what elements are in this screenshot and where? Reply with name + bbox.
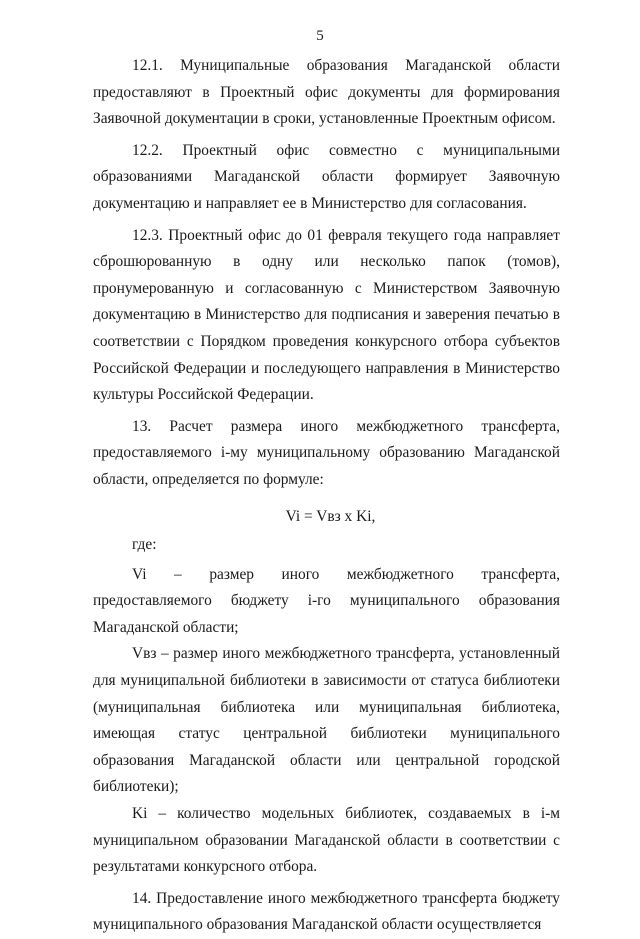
definition-ki: Ki – количество модельных библиотек, создаваемых в i-м муниципальном образовании Магаданской области в соответствии с результатами конкурсного отбора. [93, 805, 560, 876]
document-body [93, 53, 560, 939]
paragraph-13: 13. Расчет размера иного межбюджетного трансферта, предоставляемого i-му муниципальному образованию Магаданской области, определяется по формуле: [93, 417, 560, 488]
formula: Vi = Vвз х Ki, [285, 507, 376, 525]
paragraph-14: 14. Предоставление иного межбюджетного трансферта бюджету муниципального образования Магаданской области осуществляется [93, 889, 560, 934]
formula-where-label: где: [132, 536, 157, 554]
paragraph-12-2: 12.2. Проектный офис совместно с муниципальными образованиями Магаданской области формирует Заявочную документацию и направляет ее в Министерство для согласования. [93, 141, 560, 212]
page-number: 5 [316, 28, 324, 44]
paragraph-12-3: 12.3. Проектный офис до 01 февраля текущего года направляет сброшюрованную в одну или несколько папок (томов), пронумерованную и согласованную с Министерством Заявочную документацию в Министерство для подписания и заверения печатью в соответствии с Порядком проведения конкурсного отбора субъектов Российской Федерации и последующего направления в Министерство культуры Российской Федерации. [93, 226, 560, 404]
paragraph-12-1: 12.1. Муниципальные образования Магаданской области предоставляют в Проектный офис документы для формирования Заявочной документации в сроки, установленные Проектным офисом. [93, 57, 560, 128]
definition-vi: Vi – размер иного межбюджетного трансферта, предоставляемого бюджету i-го муниципального образования Магаданской области; [93, 565, 560, 636]
definition-vvz: Vвз – размер иного межбюджетного трансферта, установленный для муниципальной библиотеки в зависимости от статуса библиотеки (муниципальная библиотека или муниципальная библиотека, имеющая статус центральной библиотеки муниципального образования Магаданской области или центральной городской библиотеки); [93, 645, 560, 796]
